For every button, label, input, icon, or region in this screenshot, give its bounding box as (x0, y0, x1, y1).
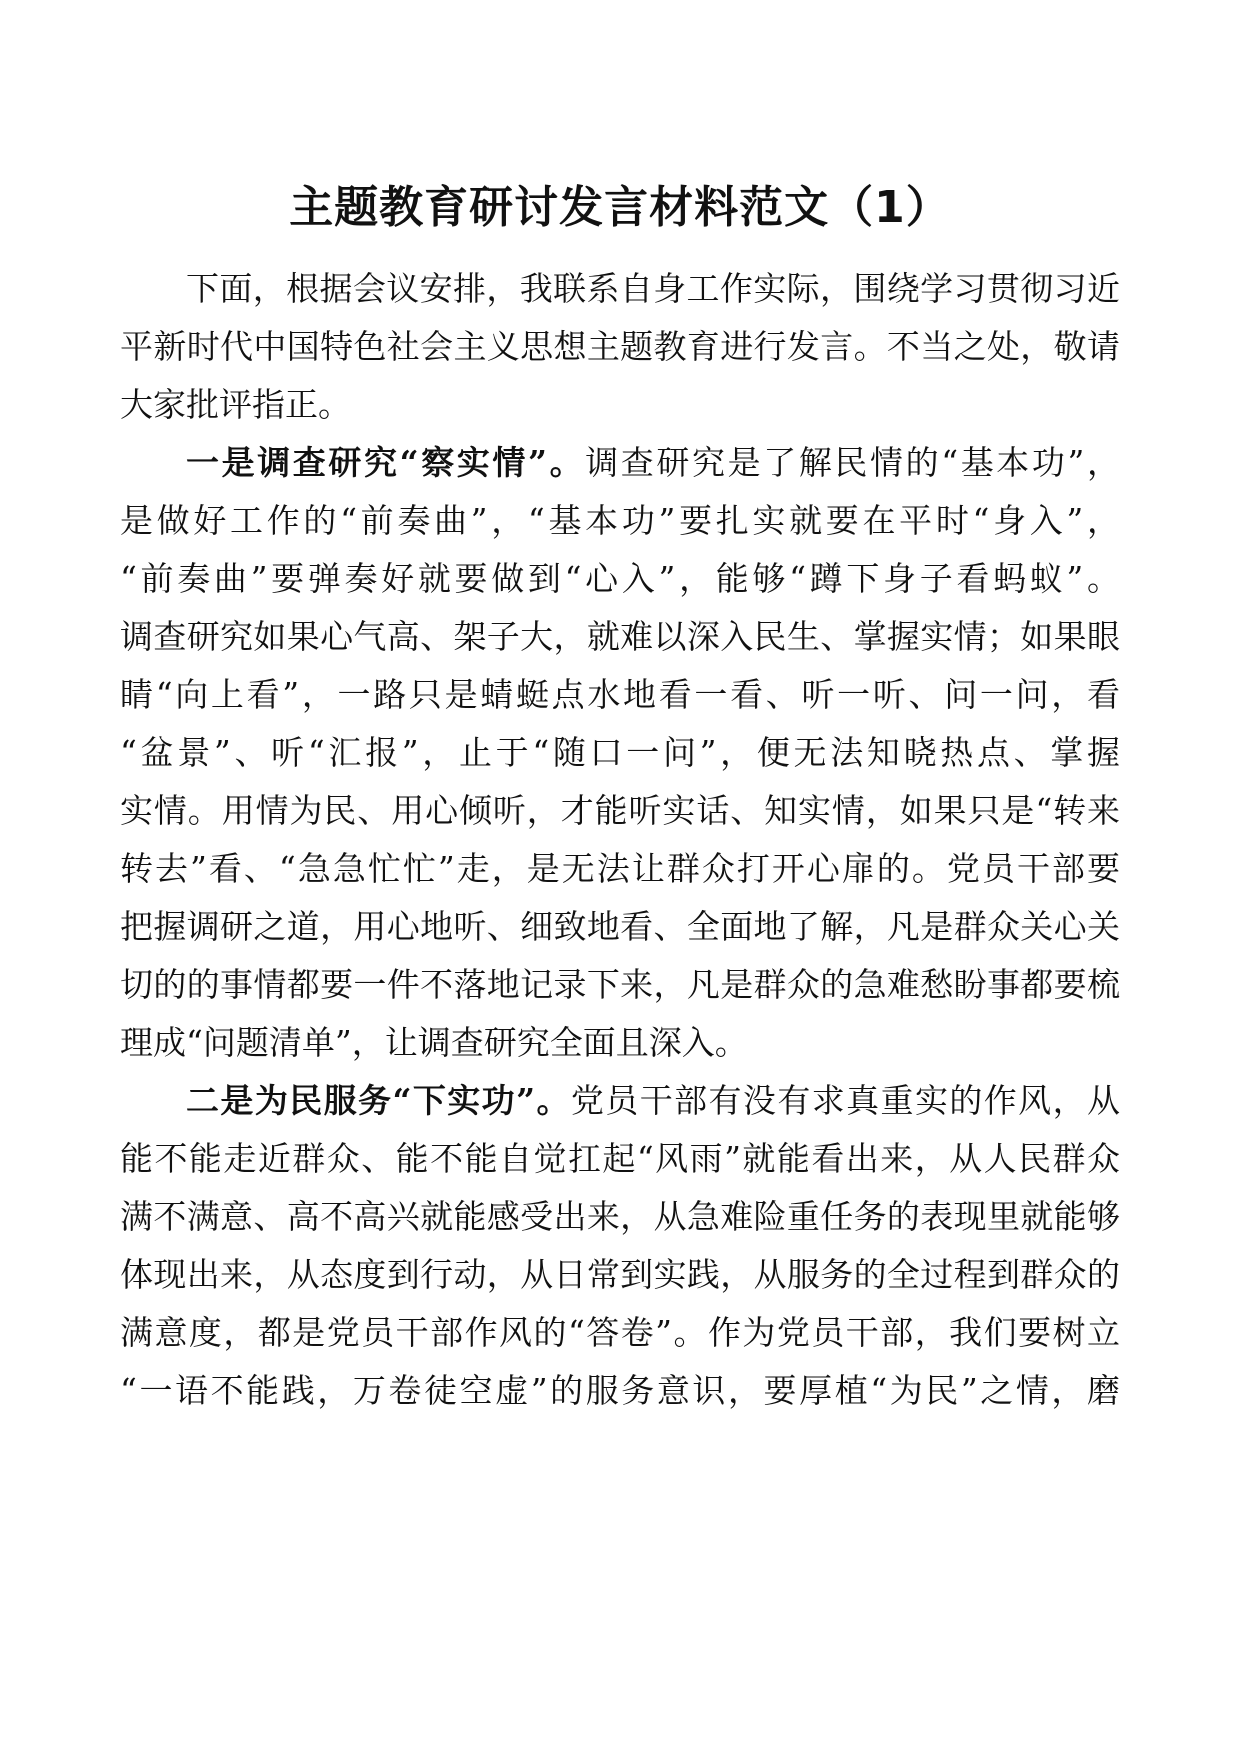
section1-line: “盆景”、听“汇报”，止于“随口一问”，便无法知晓热点、掌握 (120, 733, 1120, 772)
section1-line: 把握调研之道，用心地听、细致地看、全面地了解，凡是群众关心关 (120, 907, 1120, 946)
section1-first-line-rest: 调查研究是了解民情的“基本功”， (585, 443, 1120, 482)
section1-first-line (120, 438, 1120, 488)
section2-line: 满不满意、高不高兴就能感受出来，从急难险重任务的表现里就能够 (120, 1197, 1120, 1236)
section1-heading: 一是调查研究“察实情”。 (186, 443, 586, 482)
intro-line: 平新时代中国特色社会主义思想主题教育进行发言。不当之处，敬请 (120, 327, 1120, 366)
document-title: 主题教育研讨发言材料范文（1） (289, 182, 951, 233)
section1-line: 是做好工作的“前奏曲”，“基本功”要扎实就要在平时“身入”， (120, 501, 1120, 540)
section2-heading: 二是为民服务“下实功”。 (186, 1081, 571, 1120)
section1-line: 理成“问题清单”，让调查研究全面且深入。 (120, 1023, 748, 1062)
section1-line: 实情。用情为民、用心倾听，才能听实话、知实情，如果只是“转来 (120, 791, 1120, 830)
intro-line: 大家批评指正。 (120, 385, 351, 424)
section2-line: “一语不能践，万卷徒空虚”的服务意识，要厚植“为民”之情，磨 (120, 1371, 1120, 1410)
section1-line: “前奏曲”要弹奏好就要做到“心入”，能够“蹲下身子看蚂蚁”。 (120, 559, 1120, 598)
section1-line: 切的的事情都要一件不落地记录下来，凡是群众的急难愁盼事都要梳 (120, 965, 1120, 1004)
section2-line: 体现出来，从态度到行动，从日常到实践，从服务的全过程到群众的 (120, 1255, 1120, 1294)
section2-first-line-rest: 党员干部有没有求真重实的作风，从 (570, 1081, 1121, 1120)
section1-line: 转去”看、“急急忙忙”走，是无法让群众打开心扉的。党员干部要 (120, 849, 1120, 888)
section2-line: 满意度，都是党员干部作风的“答卷”。作为党员干部，我们要树立 (120, 1313, 1120, 1352)
section2-first-line (120, 1076, 1120, 1126)
section2-line: 能不能走近群众、能不能自觉扛起“风雨”就能看出来，从人民群众 (120, 1139, 1120, 1178)
intro-line: 下面，根据会议安排，我联系自身工作实际，围绕学习贯彻习近 (186, 269, 1120, 308)
section1-line: 睛“向上看”，一路只是蜻蜓点水地看一看、听一听、问一问，看 (120, 675, 1120, 714)
section1-line: 调查研究如果心气高、架子大，就难以深入民生、掌握实情；如果眼 (120, 617, 1120, 656)
